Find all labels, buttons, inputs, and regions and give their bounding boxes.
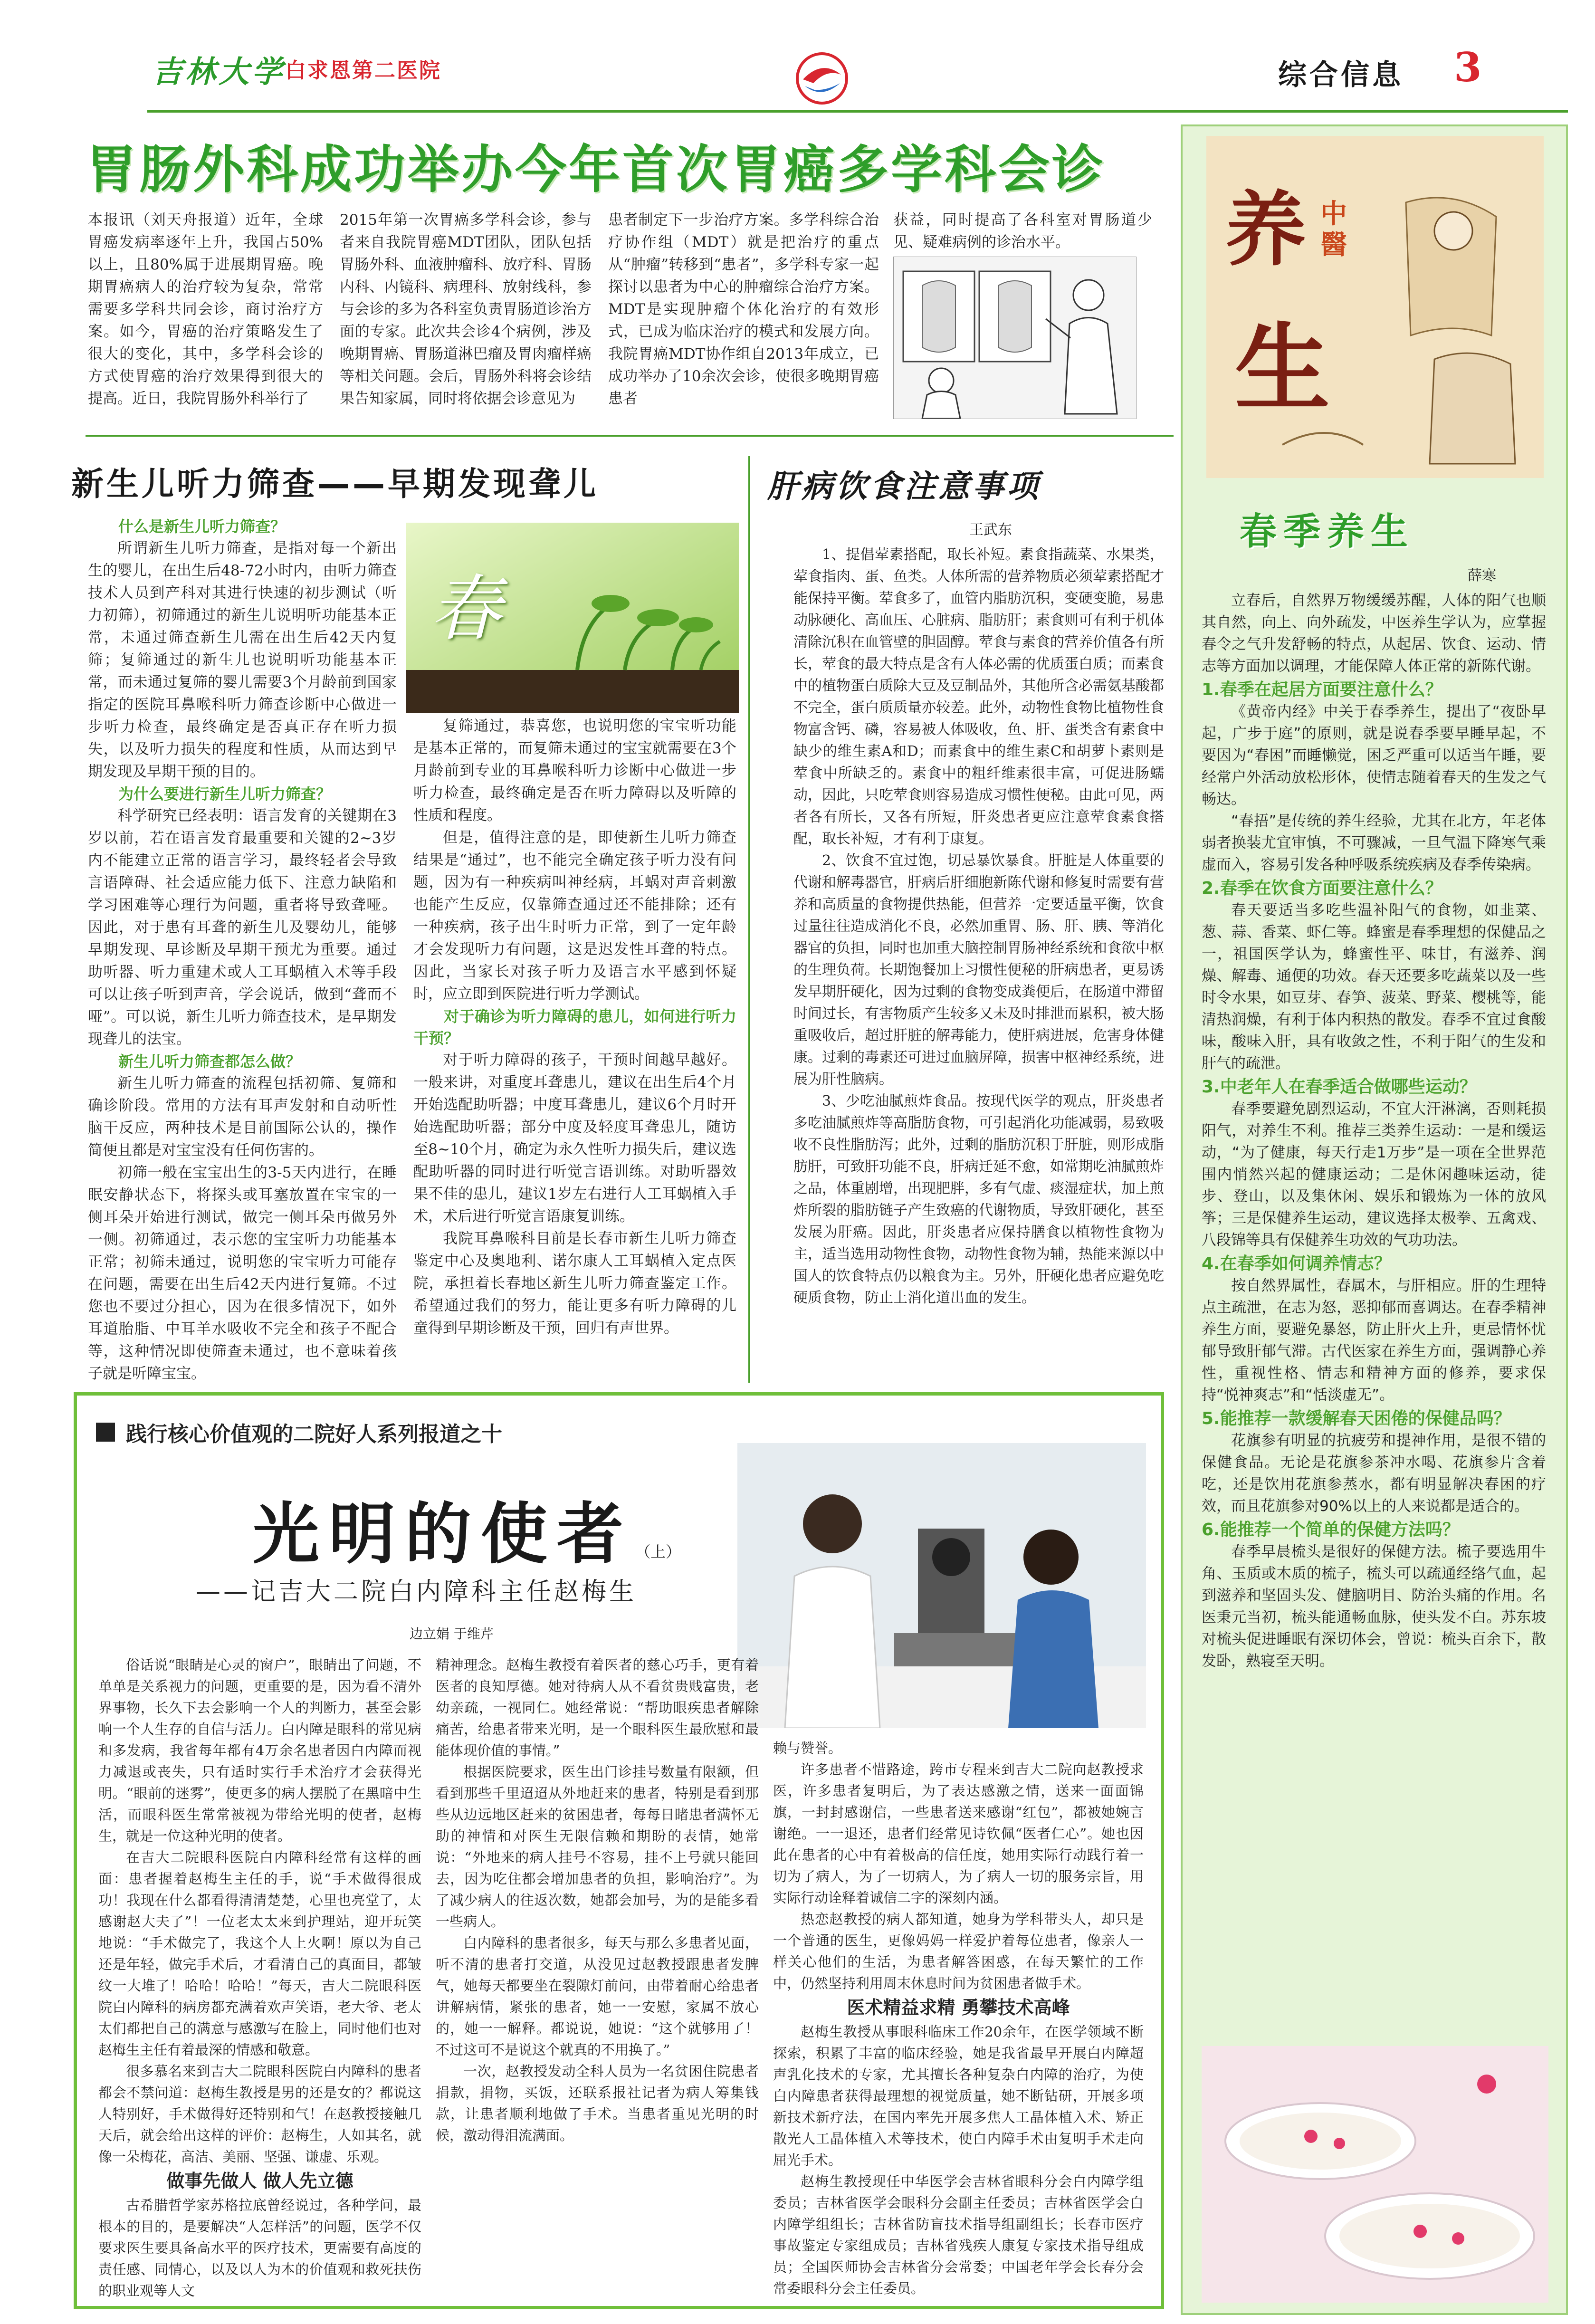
article4-c1p3: 很多慕名来到吉大二院眼科医院白内障科的患者都会不禁问道：赵梅生教授是男的还是女的？都说这人特别好，手术做得好还特别和气！在赵教授接触几天后，就会给出这样的评价：赵梅生，人如其名，就像一朵梅花，高洁、美丽、坚强、谦虚、乐观。 xyxy=(98,2063,421,2165)
article4-col1 xyxy=(98,1655,421,2302)
logo-char-zhong: 中 xyxy=(1320,198,1347,230)
masthead xyxy=(0,0,1595,92)
hospital-name: 白求恩第二医院 xyxy=(285,58,441,83)
logo-char-yi: 醫 xyxy=(1320,229,1347,260)
section-name: 综合信息 xyxy=(1278,58,1404,92)
article4-title xyxy=(253,1481,681,1577)
school-name: 吉林大学 xyxy=(152,54,285,90)
article4-title-text: 光明的使者 xyxy=(253,1496,633,1573)
sidebar xyxy=(1181,124,1568,2315)
article4-author: 边立娟 于维芹 xyxy=(410,1626,494,1642)
article4-c2p4: 一次，赵教授发动全科人员为一名贫困住院患者捐款，捐物，买饭，还联系报社记者为病人筹集钱款，让患者顺利地做了手术。当患者重见光明的时候，激动得泪流满面。 xyxy=(436,2063,759,2143)
hospital-logo-icon xyxy=(789,50,855,109)
sidebar-q2: 2.春季在饮食方面要注意什么？ xyxy=(1202,879,1442,898)
sidebar-title: 春季养生 xyxy=(1240,510,1415,553)
sidebar-body xyxy=(1202,590,1546,1672)
article3-p3: 3、少吃油腻煎炸食品。按现代医学的观点，肝炎患者多吃油腻煎炸等高脂肪食物，可引起消化功能减弱，易致吸收不良性脂肪泻；此外，过剩的脂肪沉积于肝脏，则形成脂肪肝，可致肝功能不良，肝病迁延不愈，如常期吃油腻煎炸之品，体重剧增，出现肥胖，多有气虚、痰湿症状，加上煎炸所裂的脂肪链子产生致癌的代谢物质，导致肝硬化，甚至发展为肝癌。因此，肝炎患者应保持膳食以植物性食物为主，适当选用动物性食物，动物性食物为辅，热能来源以中国人的饮食特点仍以粮食为主。另外，肝硬化患者应避免吃硬质食物，防止上消化道出血的发生。 xyxy=(793,1093,1164,1306)
article4-c1head: 做事先做人 做人先立德 xyxy=(166,2171,353,2191)
logo-char-yang: 养 xyxy=(1225,182,1307,277)
article3-author: 王武东 xyxy=(969,522,1012,538)
article1-col2: 2015年第一次胃癌多学科会诊，参与者来自我院胃癌MDT团队，团队包括胃肠外科、血液肿瘤科、放疗科、胃肠内科、内镜科、病理科、放射线科，参与会诊的多为各科室负责胃肠道诊治方面的专家。此次共会诊4个病例，涉及晚期胃癌、胃肠道淋巴瘤及胃肉瘤样癌等相关问题。会后，胃肠外科将会诊结果告知家属，同时将依据会诊意见为 xyxy=(340,211,592,407)
sidebar-q6: 6.能推荐一个简单的保健方法吗？ xyxy=(1202,1520,1460,1540)
sidebar-a6: 春季早晨梳头是很好的保健方法。梳子要选用牛角、玉质或木质的梳子，梳头可以疏通经络气血，起到滋养和坚固头发、健脑明目、防治头痛的作用。名医秉元当初，梳头能通畅血脉，使头发不白。苏东坡对梳头促进睡眠有深切体会，曾说：梳头百余下，散发卧，熟寝至天明。 xyxy=(1202,1543,1546,1670)
article4-c2p1: 精神理念。赵梅生教授有着医者的慈心巧手，更有着医者的良知厚德。她对待病人从不看贫贵贱富贵，老幼亲疏，一视同仁。她经常说：“帮助眼疾患者解除痛苦，给患者带来光明，是一个眼科医生最欣慰和最能体现价值的事情。” xyxy=(436,1657,759,1759)
dessert-bowls-photo xyxy=(1202,2046,1548,2303)
sidebar-intro: 立春后，自然界万物缓缓苏醒，人体的阳气也顺其自然，向上、向外疏发，中医养生学认为，应掌握春令之气升发舒畅的特点，从起居、饮食、运动、情志等方面加以调理，才能保障人体正常的新陈代谢。 xyxy=(1202,592,1546,675)
article4-subtitle: ——记吉大二院白内障科主任赵梅生 xyxy=(196,1578,637,1606)
article1-col3: 患者制定下一步治疗方案。多学科综合治疗协作组（MDT）就是把治疗的重点从“肿瘤”转移到“患者”，多学科专家一起探讨以患者为中心的肿瘤综合治疗方案。MDT是实现肿瘤个体化治疗的有效形式，已成为临床治疗的模式和发展方向。我院胃癌MDT协作组自2013年成立，已成功举办了10余次会诊，使很多晚期胃癌患者 xyxy=(608,211,879,407)
article2-p3b: 初筛一般在宝宝出生的3-5天内进行，在睡眠安静状态下，将探头或耳塞放置在宝宝的一侧耳朵开始进行测试，做完一侧耳朵再做另外一侧。初筛通过，表示您的宝宝听力功能基本正常；初筛未通过，说明您的宝宝听力可能存在问题，需要在出生后42天内进行复筛。不过您也不要过分担心，因为在很多情况下，如外耳道胎脂、中耳羊水吸收不完全和孩子不配合等，这种情况即使筛查未通过，也不意味着孩子就是听障宝宝。 xyxy=(88,1164,397,1382)
article4-c3p3: 热恋赵教授的病人都知道，她身为学科带头人，却只是一个普通的医生，更像妈妈一样爱护着每位患者，像亲人一样关心他们的生活，为患者解答困惑，在每天繁忙的工作中，仍然坚持利用周末休息时间为贫困患者做手术。 xyxy=(773,1911,1144,1991)
article4-box xyxy=(74,1392,1164,2309)
article2-col2 xyxy=(413,715,736,1339)
article2-q1: 什么是新生儿听力筛查？ xyxy=(118,517,286,536)
series-banner xyxy=(96,1417,502,1447)
sidebar-q1: 1.春季在起居方面要注意什么？ xyxy=(1202,680,1442,699)
article4-col3 xyxy=(773,1738,1144,2299)
article4-c1p4: 古希腊哲学家苏格拉底曾经说过，各种学问，最根本的目的，是要解决“人怎样活”的问题，医学不仅要求医生要具备高水平的医疗技术，更需要有高度的责任感、同情心，以及以人为本的价值观和救死扶伤的职业观等人文 xyxy=(98,2197,421,2299)
article2-q3: 新生儿听力筛查都怎么做？ xyxy=(118,1052,301,1071)
article4-col2 xyxy=(436,1655,759,2146)
article3-p2: 2、饮食不宜过饱，切忌暴饮暴食。肝脏是人体重要的代谢和解毒器官，肝病后肝细胞新陈代谢和修复时需要有营养和高质量的食物提供热能，但营养一定要适量平衡，饮食过量往往造成消化不良，必然加重胃、肠、肝、胰、等消化器官的负担，同时也加重大脑控制胃肠神经系统和食欲中枢的生理负荷。长期饱餐加上习惯性便秘的肝病患者，更易诱发早期肝硬化，因为过剩的食物变成粪便后，在肠道中滞留时间过长，有害物质产生较多又未及时排泄而累积，被大肠重吸收后，超过肝脏的解毒能力，使肝病进展，危害身体健康。过剩的毒素还可进过血脑屏障，损害中枢神经系统，进展为肝性脑病。 xyxy=(793,852,1164,1088)
article2-col1 xyxy=(88,516,397,1385)
article2-p3a: 新生儿听力筛查的流程包括初筛、复筛和确诊阶段。常用的方法有耳声发射和自动听性脑干反应，两种技术是目前国际公认的，操作简便且都是对宝宝没有任何伤害的。 xyxy=(88,1075,397,1159)
masthead-rule xyxy=(147,110,1568,113)
column-divider-1 xyxy=(748,456,750,1383)
spring-sprout-photo xyxy=(406,523,739,713)
logo-char-sheng: 生 xyxy=(1235,313,1330,424)
article4-c2p2: 根据医院要求，医生出门诊挂号数量有限额，但看到那些千里迢迢从外地赶来的患者，特别是看到那些从边远地区赶来的贫困患者，每每日睹患者满怀无助的神情和对医生无限信赖和期盼的表情，她常说：“外地来的病人挂号不容易，挂不上号就只能回去，因为吃住都会增加患者的负担，影响治疗”。为了减少病人的往返次数，她都会加号，为的是能多看一些病人。 xyxy=(436,1764,759,1930)
article4-c2p3: 白内障科的患者很多，每天与那么多患者见面，听不清的患者打交道，从没见过赵教授跟患者发脾气，她每天都要坐在裂隙灯前问，由带着耐心给患者讲解病情，紧张的患者，她一一安慰，家属不放心的，她一一解释。都说说，她说：“这个就够用了！不过这可不是说这个就真的不用换了。” xyxy=(436,1935,759,2058)
sidebar-a1a: 《黄帝内经》中关于春季养生，提出了“夜卧早起，广步于庭”的原则，就是说春季要早睡早起，不要因为“春困”而睡懒觉，困乏严重可以适当午睡，要经常户外活动放松形体，使情志随着春天的生发之气畅达。 xyxy=(1202,703,1546,808)
article2-p5: 但是，值得注意的是，即使新生儿听力筛查结果是“通过”，也不能完全确定孩子听力没有问题，因为有一种疾病叫神经病，耳蜗对声音刺激也能产生反应，仅靠筛查通过还不能排除；还有一种疾病，孩子出生时听力正常，到了一定年龄才会发现听力有问题，这是迟发性耳聋的特点。因此，当家长对孩子听力及语言水平感到怀疑时，应立即到医院进行听力学测试。 xyxy=(413,829,736,1003)
article4-c1p1: 俗话说“眼睛是心灵的窗户”，眼睛出了问题，不单单是关系视力的问题，更重要的是，因为看不清外界事物，长久下去会影响一个人的判断力，甚至会影响一个人生存的自信与活力。白内障是眼科的常见病和多发病，我省每年都有4万余名患者因白内障而视力减退或丧失，只有适时实行手术治疗才会获得光明。“眼前的迷雾”，使更多的病人摆脱了在黑暗中生活，而眼科医生常常被视为带给光明的使者，赵梅生，就是一位这种光明的使者。 xyxy=(98,1657,421,1844)
article4-c3p4: 赵梅生教授从事眼科临床工作20余年，在医学领域不断探索，积累了丰富的临床经验，她是我省最早开展白内障超声乳化技术的专家，尤其擅长各种复杂白内障的治疗，为使白内障患者获得最理想的视觉质量，她不断钻研，开展多项新技术新疗法，在国内率先开展多焦人工晶体植入术、矫正散光人工晶体植入术等技术，使白内障手术由复明手术走向屈光手术。 xyxy=(773,2024,1144,2168)
article2-p4: 复筛通过，恭喜您，也说明您的宝宝听功能是基本正常的，而复筛未通过的宝宝就需要在3个月龄前到专业的耳鼻喉科听力诊断中心做进一步听力检查，最终确定是否在听力障碍以及听障的性质和程度。 xyxy=(413,717,736,824)
sidebar-author: 薛寒 xyxy=(1468,567,1496,584)
article1-title: 胃肠外科成功举办今年首次胃癌多学科会诊 xyxy=(86,140,1106,200)
sidebar-a1b: “春捂”是传统的养生经验，尤其在北方，年老体弱者换装尤宜审慎，不可骤减，一旦气温下降寒气乘虚而入，容易引发各种呼吸系统疾病及春季传染病。 xyxy=(1202,813,1546,873)
sidebar-a4: 按自然界属性，春属木，与肝相应。肝的生理特点主疏泄，在志为怒，恶抑郁而喜调达。在春季精神养生方面，要避免暴怒，防止肝火上升，更忌情怀忧郁导致肝郁气滞。古代医家在养生方面，强调静心养性，重视性格、情志和精神方面的修养，要求保持“悦神爽志”和“恬淡虚无”。 xyxy=(1202,1277,1546,1404)
sidebar-q3: 3.中老年人在春季适合做哪些运动？ xyxy=(1202,1077,1477,1097)
banner-text: 践行核心价值观的二院好人系列报道之十 xyxy=(126,1422,503,1446)
article3-body xyxy=(793,544,1164,1309)
eye-exam-photo xyxy=(737,1443,1146,1728)
sidebar-a3: 春季要避免剧烈运动，不宜大汗淋漓，否则耗损阳气，对养生不利。推荐三类养生运动：一是和缓运动，“为了健康，每天行走1万步”是一项在全世界范围内悄然兴起的健康运动；二是休闲趣味运动，徒步、登山，以及集休闲、娱乐和锻炼为一体的放风筝；三是保健养生运动，建议选择太极拳、五禽戏、八段锦等具有保健养生功效的气功功法。 xyxy=(1202,1100,1546,1249)
sidebar-q5: 5.能推荐一款缓解春天困倦的保健品吗？ xyxy=(1202,1409,1511,1428)
article1-col4: 获益，同时提高了各科室对胃肠道少见、疑难病例的诊治水平。 xyxy=(893,211,1152,251)
doctor-xray-illustration xyxy=(893,257,1137,419)
banner-marker xyxy=(96,1423,115,1442)
article1-col1: 本报讯（刘天舟报道）近年，全球胃癌发病率逐年上升，我国占50%以上，且80%属于进展期胃癌。晚期胃癌病人的治疗较为复杂，常常需要多学科共同会诊，商讨治疗方案。如今，胃癌的治疗策略发生了很大的变化，其中，多学科会诊的方式使胃癌的治疗效果得到很大的提高。近日，我院胃肠外科举行了 xyxy=(88,211,323,407)
article1-bottom-rule xyxy=(86,435,1174,437)
spring-photo-caption: 春 xyxy=(430,568,502,650)
article4-c1p2: 在吉大二院眼科医院白内障科经常有这样的画面：患者握着赵梅生主任的手，说“手术做得很成功！我现在什么都看得清清楚楚，心里也亮堂了，太感谢赵大夫了”！一位老太太来到护理站，迎开玩笑地说：“手术做完了，我这个人上火啊！原以为自己还是年轻，做完手术后，才看清自己的真面目，都皱纹一大堆了！哈哈！哈哈！”每天，吉大二院眼科医院白内障科的病房都充满着欢声笑语，老大爷、老太太们都把自己的满意与感激写在脸上，同时他们也对赵梅生主任有着最深的情感和敬意。 xyxy=(98,1849,421,2058)
article2-q4: 对于确诊为听力障碍的患儿，如何进行听力干预？ xyxy=(413,1007,736,1047)
article4-c3p2: 许多患者不惜路途，跨市专程来到吉大二院向赵教授求医，许多患者复明后，为了表达感激之情，送来一面面锦旗，一封封感谢信，一些患者送来感谢“红包”，都被她婉言谢绝。一一退还，患者们经常见诗钦佩“医者仁心”。她也因此在患者的心中有着极高的信任度，她用实际行动践行着一切为了病人，为了一切病人，为了病人一切的服务宗旨，用实际行动诠释着诚信二字的深刻内涵。 xyxy=(773,1761,1144,1906)
article4-c3p1: 赖与赞誉。 xyxy=(773,1740,842,1756)
sidebar-q4: 4.在春季如何调养情志？ xyxy=(1202,1254,1391,1273)
article2-p6: 对于听力障碍的孩子，干预时间越早越好。一般来讲，对重度耳聋患儿，建议在出生后4个月开始选配助听器；中度耳聋患儿，建议6个月时开始选配助听器；部分中度及轻度耳聋患儿，随访至8~10个月，确定为永久性听力损失后，建议选配助听器的同时进行听觉言语训练。对助听器效果不佳的患儿，建议1岁左右进行人工耳蜗植入手术，术后进行听觉言语康复训练。 xyxy=(413,1052,736,1225)
article3-title: 肝病饮食注意事项 xyxy=(767,468,1041,505)
article2-title: 新生儿听力筛查——早期发现聋儿 xyxy=(71,466,599,503)
article4-title-suffix: （上） xyxy=(635,1543,681,1561)
wellness-logo-panel xyxy=(1206,136,1544,478)
article2-q2: 为什么要进行新生儿听力筛查？ xyxy=(118,785,332,803)
sidebar-a2: 春天要适当多吃些温补阳气的食物，如韭菜、葱、蒜、香菜、虾仁等。蜂蜜是春季理想的保健品之一，祖国医学认为，蜂蜜性平、味甘，有滋养、润燥、解毒、通便的功效。春天还要多吃蔬菜以及一些时令水果，如豆芽、春笋、菠菜、野菜、樱桃等，能清热润燥，有利于体内积热的散发。春季不宜过食酸味，酸味入肝，具有收敛之性，不利于阳气的生发和肝气的疏泄。 xyxy=(1202,902,1546,1072)
sidebar-a5: 花旗参有明显的抗疲劳和提神作用，是很不错的保健食品。无论是花旗参茶冲水喝、花旗参片含着吃，还是饮用花旗参蒸水，都有明显解决春困的疗效，而且花旗参对90%以上的人来说都是适合的。 xyxy=(1202,1432,1546,1515)
article2-p1: 所谓新生儿听力筛查，是指对每一个新出生的婴儿，在出生后48-72小时内，由听力筛查技术人员到产科对其进行快速的初步测试（听力初筛），初筛通过的新生儿说明听功能基本正常，未通过筛查新生儿需在出生后42天内复筛；复筛通过的新生儿也说明听功能基本正常，而未通过复筛的婴儿需要3个月龄前到国家指定的医院耳鼻喉科听力筛查诊断中心做进一步听力检查，最终确定是否真正存在听力损失，以及听力损失的程度和性质，从而达到早期发现及早期干预的目的。 xyxy=(88,540,397,780)
article2-p7: 我院耳鼻喉科目前是长春市新生儿听力筛查鉴定中心及奥地利、诺尔康人工耳蜗植入定点医院，承担着长春地区新生儿听力筛查鉴定工作。希望通过我们的努力，能让更多有听力障碍的儿童得到早期诊断及干预，回归有声世界。 xyxy=(413,1230,736,1337)
article3-p1: 1、提倡荤素搭配，取长补短。素食指蔬菜、水果类，荤食指肉、蛋、鱼类。人体所需的营养物质必须荤素搭配才能保持平衡。荤食多了，血管内脂肪沉积，变硬变脆，易患动脉硬化、高血压、心脏病、脂肪肝；素食则可有利于机体清除沉积在血管壁的胆固醇。荤食与素食的营养价值各有所长，荤食的最大特点是含有人体必需的优质蛋白质；而素食中的植物蛋白质除大豆及豆制品外，其他所含必需氨基酸都不完全，蛋白质质量亦较差。此外，动物性食物比植物性食物富含钙、磷，容易被人体吸收，鱼、肝、蛋类含有素食中缺少的维生素A和D；而素食中的维生素C和胡萝卜素则是荤食中所缺乏的。素食中的粗纤维素很丰富，可促进肠蠕动，因此，只吃荤食则容易造成习惯性便秘。由此可见，两者各有所长，又各有所短，肝炎患者更应注意荤食素食搭配，取长补短，才有利于康复。 xyxy=(793,546,1164,847)
article4-c3head: 医术精益求精 勇攀技术高峰 xyxy=(847,1997,1070,2018)
page-number: 3 xyxy=(1454,44,1482,91)
article2-p2: 科学研究已经表明：语言发育的关键期在3岁以前，若在语言发育最重要和关键的2~3岁内不能建立正常的语言学习，最终轻者会导致言语障碍、社会适应能力低下、注意力缺陷和学习困难等心理行为问题，重者将导致聋哑。因此，对于患有耳聋的新生儿及婴幼儿，能够早期发现、早诊断及早期干预尤为重要。通过助听器、听力重建术或人工耳蜗植入术等手段可以让孩子听到声音，学会说话，做到“聋而不哑”。可以说，新生儿听力筛查技术，是早期发现聋儿的法宝。 xyxy=(88,807,397,1048)
article4-c3p5: 赵梅生教授现任中华医学会吉林省眼科分会白内障学组委员；吉林省医学会眼科分会副主任委员；吉林省医学会白内障学组组长；吉林省防盲技术指导组副组长；长春市医疗事故鉴定专家组成员；吉林省残疾人康复专家技术指导组成员；全国医师协会吉林省分会常委；中国老年学会长春分会常委眼科分会主任委员。 xyxy=(773,2173,1144,2296)
